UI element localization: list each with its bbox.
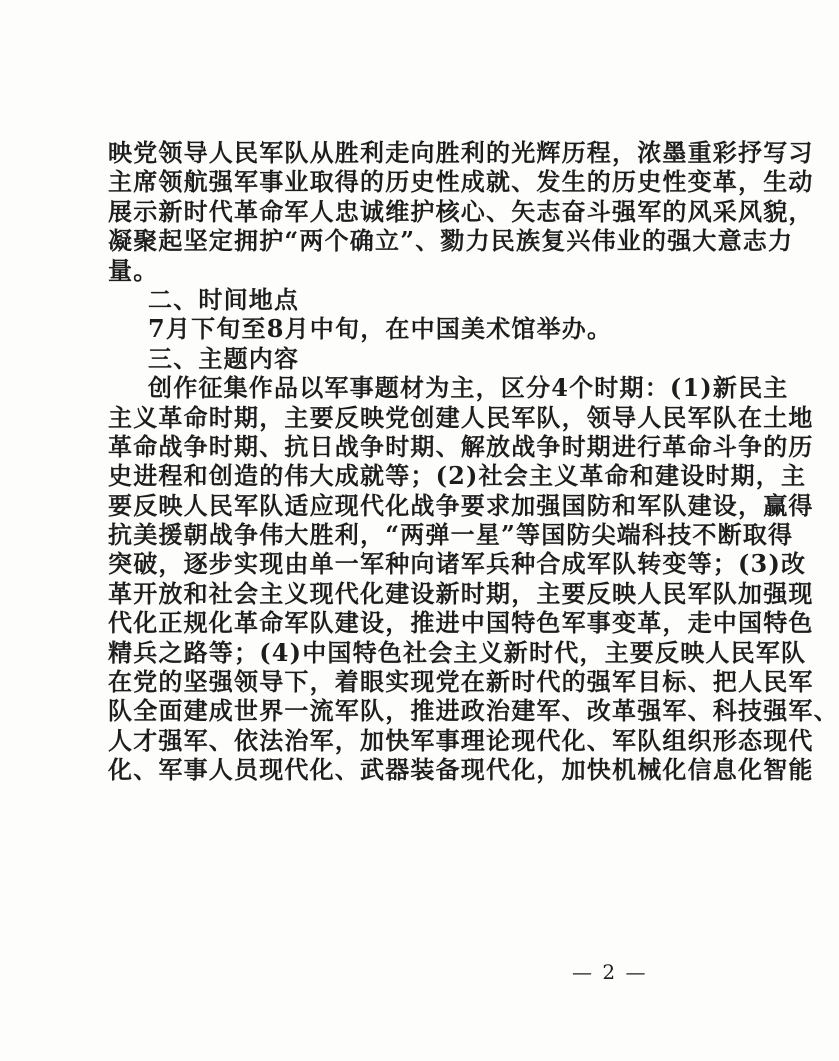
body-line: 主席领航强军事业取得的历史性成就、发生的历史性变革，生动: [108, 167, 814, 197]
body-line: 要反映人民军队适应现代化战争要求加强国防和军队建设，赢得: [108, 490, 814, 520]
body-line: 化、军事人员现代化、武器装备现代化，加快机械化信息化智能: [108, 755, 814, 785]
body-line: 抗美援朝战争伟大胜利，“两弹一星”等国防尖端科技不断取得: [108, 520, 794, 550]
section-heading-time-place: 二、时间地点: [148, 284, 300, 314]
body-line: 革命战争时期、抗日战争时期、解放战争时期进行革命斗争的历: [108, 431, 814, 461]
body-line: 主义革命时期，主要反映党创建人民军队，领导人民军队在土地: [108, 402, 814, 432]
body-line: 量。: [108, 255, 159, 285]
body-line: 展示新时代革命军人忠诚维护核心、矢志奋斗强军的风采风貌，: [108, 196, 814, 226]
body-line: 革开放和社会主义现代化建设新时期，主要反映人民军队加强现: [108, 578, 814, 608]
body-line: 映党领导人民军队从胜利走向胜利的光辉历程，浓墨重彩抒写习: [108, 138, 814, 167]
body-line: 凝聚起坚定拥护“两个确立”、勠力民族复兴伟业的强大意志力: [108, 226, 794, 256]
body-line: 在党的坚强领导下，着眼实现党在新时代的强军目标、把人民军: [108, 667, 814, 697]
body-line: 创作征集作品以军事题材为主，区分4个时期：(1)新民主: [148, 373, 789, 403]
body-line: 队全面建成世界一流军队，推进政治建军、改革强军、科技强军、: [108, 696, 839, 726]
document-body: [108, 138, 839, 785]
body-line: 人才强军、依法治军，加快军事理论现代化、军队组织形态现代: [108, 725, 814, 755]
body-line: 7月下旬至8月中旬，在中国美术馆举办。: [148, 314, 613, 344]
body-line: 史进程和创造的伟大成就等；(2)社会主义革命和建设时期，主: [108, 461, 807, 491]
section-heading-theme-content: 三、主题内容: [148, 343, 300, 373]
body-line: 突破，逐步实现由单一军种向诸军兵种合成军队转变等；(3)改: [108, 549, 807, 579]
body-line: 精兵之路等；(4)中国特色社会主义新时代，主要反映人民军队: [108, 637, 807, 667]
body-line: 代化正规化革命军队建设，推进中国特色军事变革，走中国特色: [108, 608, 814, 638]
page-number: — 2 —: [572, 960, 648, 984]
